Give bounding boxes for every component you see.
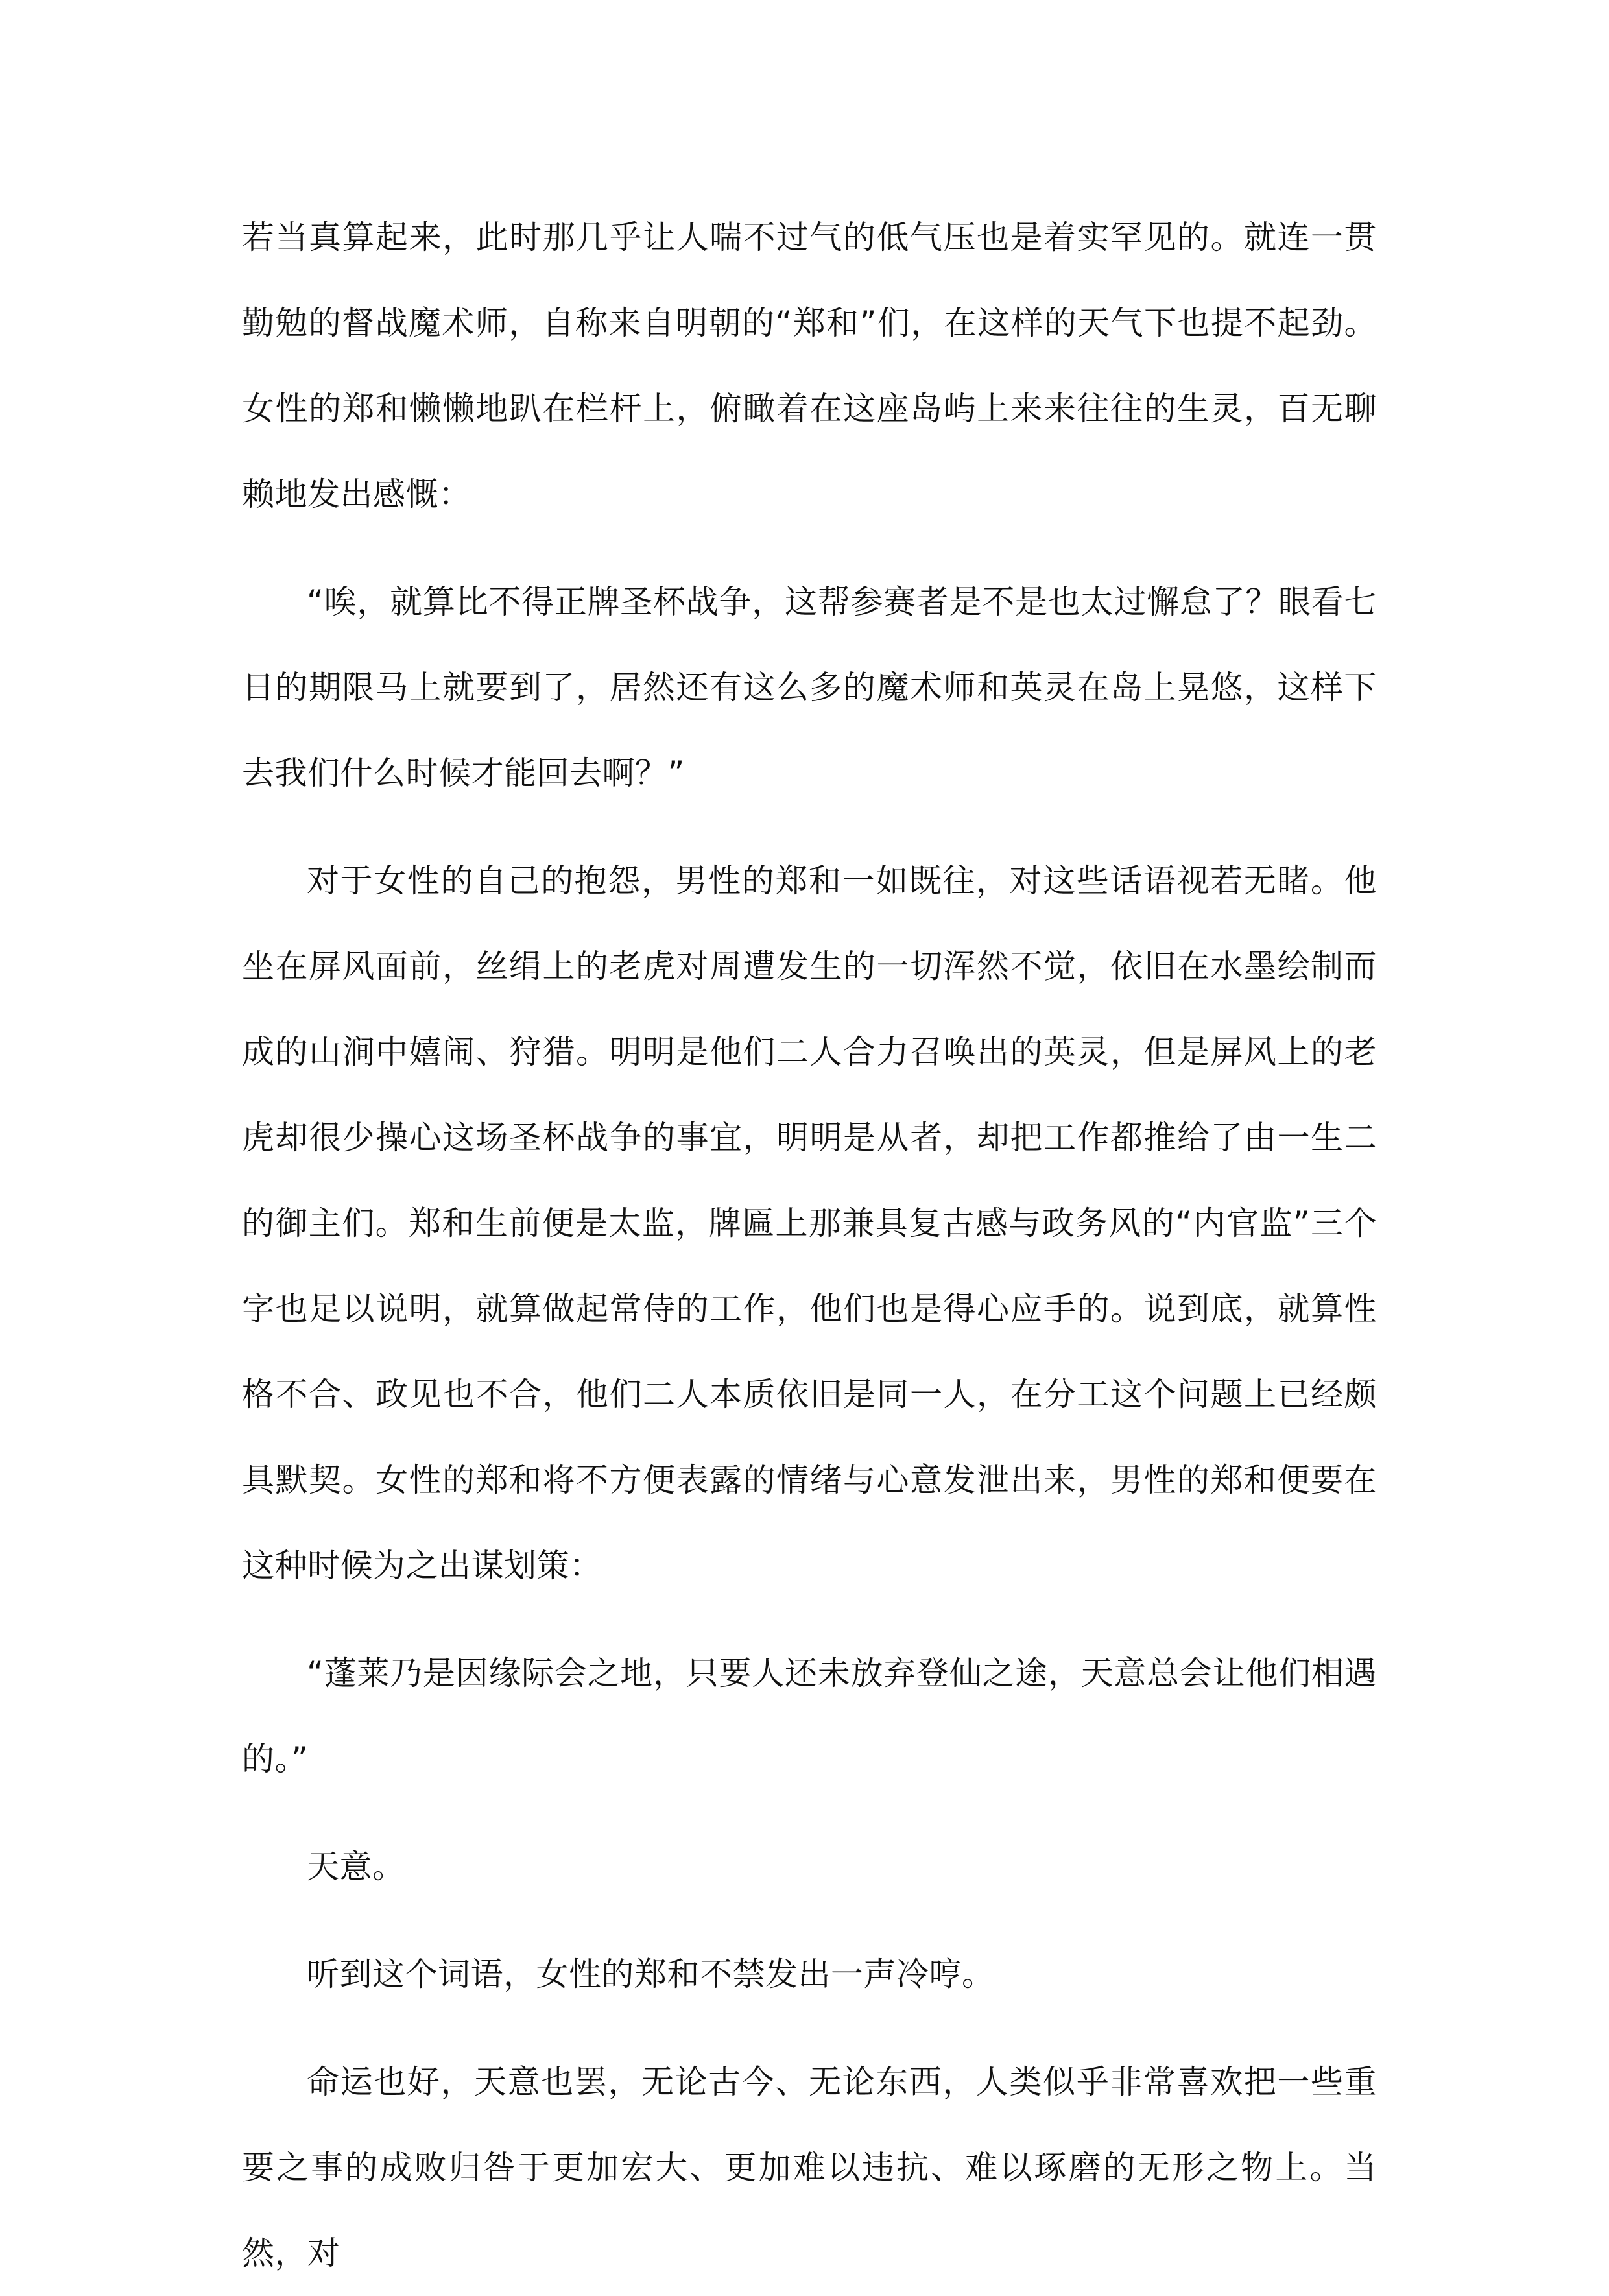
paragraph-5: 天意。 (307, 1848, 405, 1885)
paragraph-2: “唉，就算比不得正牌圣杯战争，这帮参赛者是不是也太过懈怠了？眼看七日的期限马上就要到了，居然还有这么多的魔术师和英灵在岛上晃悠，这样下去我们什么时候才能回去啊？” (242, 583, 1377, 792)
paragraph-6: 听到这个词语，女性的郑和不禁发出一声冷哼。 (307, 1955, 995, 1993)
body-text (242, 195, 1377, 2296)
paragraph-3: 对于女性的自己的抱怨，男性的郑和一如既往，对这些话语视若无睹。他坐在屏风面前，丝绢上的老虎对周遭发生的一切浑然不觉，依旧在水墨绘制而成的山涧中嬉闹、狩猎。明明是他们二人合力召唤出的英灵，但是屏风上的老虎却很少操心这场圣杯战争的事宜，明明是从者，却把工作都推给了由一生二的御主们。郑和生前便是太监，牌匾上那兼具复古感与政务风的“内官监”三个字也足以说明，就算做起常侍的工作，他们也是得心应手的。说到底，就算性格不合、政见也不合，他们二人本质依旧是同一人，在分工这个问题上已经颇具默契。女性的郑和将不方便表露的情绪与心意发泄出来，男性的郑和便要在这种时候为之出谋划策： (242, 862, 1377, 1584)
paragraph-7: 命运也好，天意也罢，无论古今、无论东西，人类似乎非常喜欢把一些重要之事的成败归咎于更加宏大、更加难以违抗、难以琢磨的无形之物上。当然，对 (242, 2063, 1377, 2272)
paragraph-4: “蓬莱乃是因缘际会之地，只要人还未放弃登仙之途，天意总会让他们相遇的。” (242, 1655, 1377, 1778)
paragraph-1: 若当真算起来，此时那几乎让人喘不过气的低气压也是着实罕见的。就连一贯勤勉的督战魔术师，自称来自明朝的“郑和”们，在这样的天气下也提不起劲。女性的郑和懒懒地趴在栏杆上，俯瞰着在这座岛屿上来来往往的生灵，百无聊赖地发出感慨： (242, 219, 1377, 513)
